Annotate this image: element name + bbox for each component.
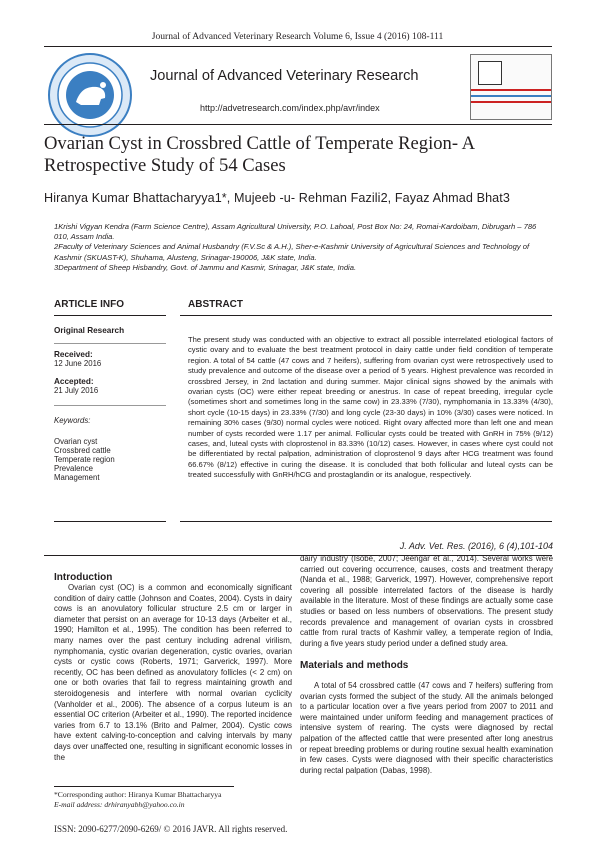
abstract-rule — [180, 315, 552, 316]
received-date: 12 June 2016 — [54, 359, 102, 368]
keyword-item: Ovarian cyst — [54, 437, 98, 446]
author-list: Hiranya Kumar Bhattacharyya1*, Mujeeb -u- Rehman Fazili2, Fayaz Ahmad Bhat3 — [44, 191, 510, 205]
email-address[interactable]: E-mail address: drhiranyabh@yahoo.co.in — [54, 800, 185, 809]
column-two-text — [300, 554, 553, 649]
header-rule-bottom — [44, 124, 552, 125]
header-rule — [44, 46, 552, 47]
affiliation-3: 3Department of Sheep Hisbandry, Govt. of Jammu and Kasmir, Srinagar, J&K state, India. — [54, 262, 357, 272]
footnote — [54, 790, 304, 810]
abstract-text: The present study was conducted with an objective to extract all possible interrelated etiological factors of cystic ovary and to evaluate the best treatment protocol in dairy cattle under field condition of temperate region. A total of 54 cattle (47 cows and 7 heifers), suffering from ovarian cyst were retrospectively used to study prevalence and outcome of the disease over a period of 5 years. Highest prevalence was recorded in crossbred Jersey, in 2nd lactation and during summer. Major clinical signs showed by the animals with ovarian cysts (OC) were either repeat breeding or anestrus. In case of repeat breeding, irregular cycle (sometimes short and sometimes long in the same cow) in 23.33% (7/30), nymphomania in 13.33% (4/30), short cycle (10-15 days) in 23.33% (7/30) and long cycle (23-30 days) in 10% (3/30) cases were noticed. In remaining 30% cases (9/30) normal cycles were noticed. Right ovary affected more than left one and mean number of cysts recorded were 1.17 per animal. Follicular cysts could be treated with GnRH in 75% (9/12) cases, and, luteal cysts with cloprostenol in 83.33% (10/12) cases. However, in cases where cyst could not be differentiated by rectal palpation, administration of cloprostenol 9 days after HCG treatment was found 66.67% (8/12) effective in curing the disease. It is concluded that both follicular and luteal cysts can be treated successfully with GnRH/hCG and prostaglandin or its analogue, respectively. — [188, 335, 553, 480]
paragraph: Ovarian cyst (OC) is a common and economically significant condition of dairy cattle (Johnson and Coates, 2004). Cysts in dairy cows is an anovulatory follicular structure 2.5 cm or larger in diameter that persist on an average for 10-13 days (Arbeiter et al., 1990; Hamilton et al., 1995). The condition has been referred to many names over the past century including adrenal virilism, nymphomania, cystic ovarian degeneration, cystic ovaries, ovarian cysts or cystic cows (Roberts, 1971; Garverick, 1997). More recently, OC has been defined as anovulatory follicles (< 2 cm) on one or both ovaries that fail to regress maintaining growth and steroidogenesis and interfere with normal ovarian cyclicity (Vanholder et al., 2006). The absence of a corpus luteum is an essential OC criterion (Arbeiter et al., 1990). The reported incidence varies from 6.7 to 13.1% (Brito and Palmer, 2004). Cystic cows have extent calving-to-conception and calving intervals by many days over unaffected one, resulting in significant economic losses in the — [54, 583, 292, 762]
article-info-heading: ARTICLE INFO — [54, 299, 124, 310]
article-info-rule-bottom — [54, 521, 166, 522]
methods-text — [300, 681, 553, 776]
affiliations — [54, 222, 549, 273]
affiliation-2: 2Faculty of Veterinary Sciences and Animal Husbandry (F.V.Sc & A.H.), Sher-e-Kashmir University of Agricultural Sciences and Technology of Kashmir (SKUAST-K), Shuhama, Alusteng, Srinagar-190006, J&K state, India. — [54, 242, 530, 262]
abstract-rule-bottom — [180, 521, 552, 522]
paragraph: dairy industry (Isobe, 2007; Jeengar et al., 2014). Several works were carried out covering occurrence, causes, costs and treatment therapy (Nanda et al., 1988; Garverick, 1997). However, comprehensive report covering all possible interrelated factors of the disease is hardly available in the literature. Most of these findings are actually some case studies or based on less numbers of observations. The present study records prevalence and management of ovarian cysts in crossbred cattle from rural tracts of Kashmir valley, a temperate region of India, during a five years study period under a defined study area. — [300, 554, 553, 648]
article-info-panel — [54, 326, 166, 482]
introduction-text — [54, 583, 292, 763]
introduction-heading: Introduction — [54, 572, 113, 583]
corresponding-author: *Corresponding author: Hiranya Kumar Bhattacharyya — [54, 790, 222, 799]
keyword-item: Temperate region — [54, 455, 115, 464]
keyword-item: Crossbred cattle — [54, 446, 111, 455]
journal-name: Journal of Advanced Veterinary Research — [150, 68, 419, 84]
paper-title: Ovarian Cyst in Crossbred Cattle of Temperate Region- A Retrospective Study of 54 Cases — [44, 133, 475, 176]
accepted-label: Accepted: — [54, 377, 94, 386]
article-info-rule — [54, 315, 166, 316]
citation: J. Adv. Vet. Res. (2016), 6 (4),101-104 — [399, 541, 553, 551]
accepted-date: 21 July 2016 — [54, 386, 99, 395]
keyword-item: Management — [54, 473, 100, 482]
abstract-heading: ABSTRACT — [188, 299, 243, 310]
article-type: Original Research — [54, 326, 125, 335]
footer-copyright: ISSN: 2090-6277/2090-6269/ © 2016 JAVR. All rights reserved. — [54, 824, 288, 834]
received-label: Received: — [54, 350, 93, 359]
keyword-item: Prevalence — [54, 464, 94, 473]
paragraph: A total of 54 crossbred cattle (47 cows and 7 heifers) suffering from ovarian cysts formed the subject of the study. All the animals belonged to a particular location over a five years period from 2007 to 2011 and were maintained under uniform feeding and management practices of intensive system of rearing. The cysts were diagnosed by rectal palpation of the affected cattle that were presented after long anestrus or repeat breeding problems or during routine sexual health examination in few cases. Cysts were diagnosed with their specific characteristics during rectal palpation (Dabas, 1998). — [300, 681, 553, 775]
journal-url[interactable]: http://advetresearch.com/index.php/avr/index — [200, 103, 380, 113]
keywords-label: Keywords: — [54, 416, 91, 425]
affiliation-1: 1Krishi Vigyan Kendra (Farm Science Centre), Assam Agricultural University, P.O. Lahoal, Post Box No: 24, Romai-Kardoibam, Dibrugarh – 786 010, Assam India. — [54, 222, 537, 242]
methods-heading: Materials and methods — [300, 660, 409, 671]
footnote-rule — [54, 786, 234, 787]
publisher-logo-icon — [470, 54, 552, 120]
journal-logo-icon — [47, 52, 133, 138]
running-head: Journal of Advanced Veterinary Research Volume 6, Issue 4 (2016) 108-111 — [151, 31, 444, 42]
